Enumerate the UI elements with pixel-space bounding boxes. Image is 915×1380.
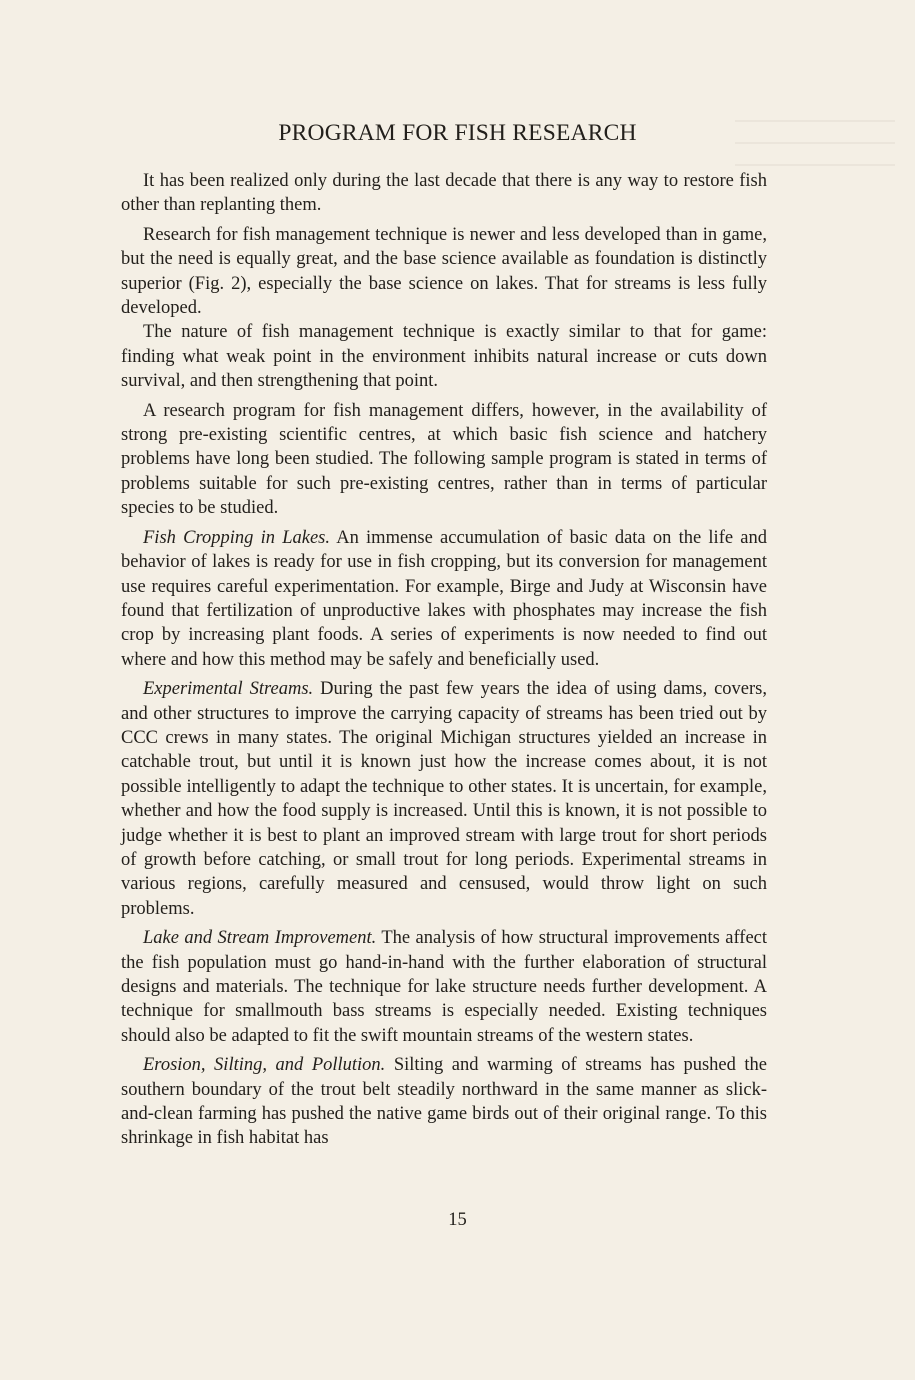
paragraph-research-program <box>121 399 767 521</box>
page-title: PROGRAM FOR FISH RESEARCH <box>278 120 637 146</box>
paragraph-nature-of-technique <box>121 320 767 393</box>
paragraph-text: Research for fish management technique is newer and less developed than in game, but the need is equally great, and the base science available as foundation is distinctly superior (Fig. 2), especially the base science on lakes. That for streams is less fully developed. <box>121 224 767 319</box>
paragraph-fish-cropping <box>121 526 767 672</box>
paragraph-text: An immense accumulation of basic data on the life and behavior of lakes is ready for use in fish cropping, but its conversion for management use requires careful experimentation. For example, Birge and Judy at Wisconsin have found that fertilization of unproductive lakes with phosphates may increase the fish crop by increasing plant foods. A series of experiments is now needed to find out where and how this method may be safely and beneficially used. <box>121 527 768 670</box>
paragraph-experimental-streams <box>121 677 767 921</box>
paragraph-restore-fish <box>121 169 767 218</box>
body-text <box>121 169 767 1156</box>
paragraph-text: During the past few years the idea of using dams, covers, and other structures to improve the carrying capacity of streams has been tried out by CCC crews in many states. The original Michigan structures yielded an increase in catchable trout, but until it is known just how the increase comes about, it is not possible intelligently to adapt the technique to other states. It is uncertain, for example, whether and how the food supply is increased. Until this is known, it is not possible to judge whether it is best to plant an improved stream with large trout for short periods of growth before catching, or small trout for long periods. Experimental streams in various regions, carefully measured and censused, would throw light on such problems. <box>121 679 767 919</box>
paragraph-text: A research program for fish management differs, however, in the availability of strong pre-existing scientific centres, at which basic fish science and hatchery problems have long been studied. The following sample program is stated in terms of problems suitable for such pre-existing centres, rather than in terms of particular species to be studied. <box>121 400 767 519</box>
paragraph-text: The analysis of how structural improvements affect the fish population must go hand-in-hand with the further elaboration of structural designs and materials. The technique for lake structure needs further development. A technique for smallmouth bass streams is especially needed. Existing techniques should also be adapted to fit the swift mountain streams of the western states. <box>121 928 768 1046</box>
paragraph-text: It has been realized only during the last decade that there is any way to restore fish other than replanting them. <box>121 171 767 216</box>
paragraph-lake-stream-improvement <box>121 926 767 1048</box>
paragraph-text: Silting and warming of streams has pushed the southern boundary of the trout belt steadily northward in the same manner as slick-and-clean farming has pushed the native game birds out of their original range. To this shrinkage in fish habitat has <box>121 1055 768 1149</box>
page-number: 15 <box>448 1210 467 1230</box>
paragraph-text: The nature of fish management technique is exactly similar to that for game: finding what weak point in the environment inhibits natural increase or cuts down survival, and then strengthening that point. <box>121 322 767 392</box>
paragraph-erosion-silting-pollution <box>121 1053 767 1151</box>
section-heading: Erosion, Silting, and Pollution. <box>143 1055 386 1076</box>
section-heading: Fish Cropping in Lakes. <box>143 527 330 548</box>
paragraph-research-technique <box>121 223 767 321</box>
section-heading: Lake and Stream Improvement. <box>143 928 377 949</box>
section-heading: Experimental Streams. <box>143 679 314 700</box>
